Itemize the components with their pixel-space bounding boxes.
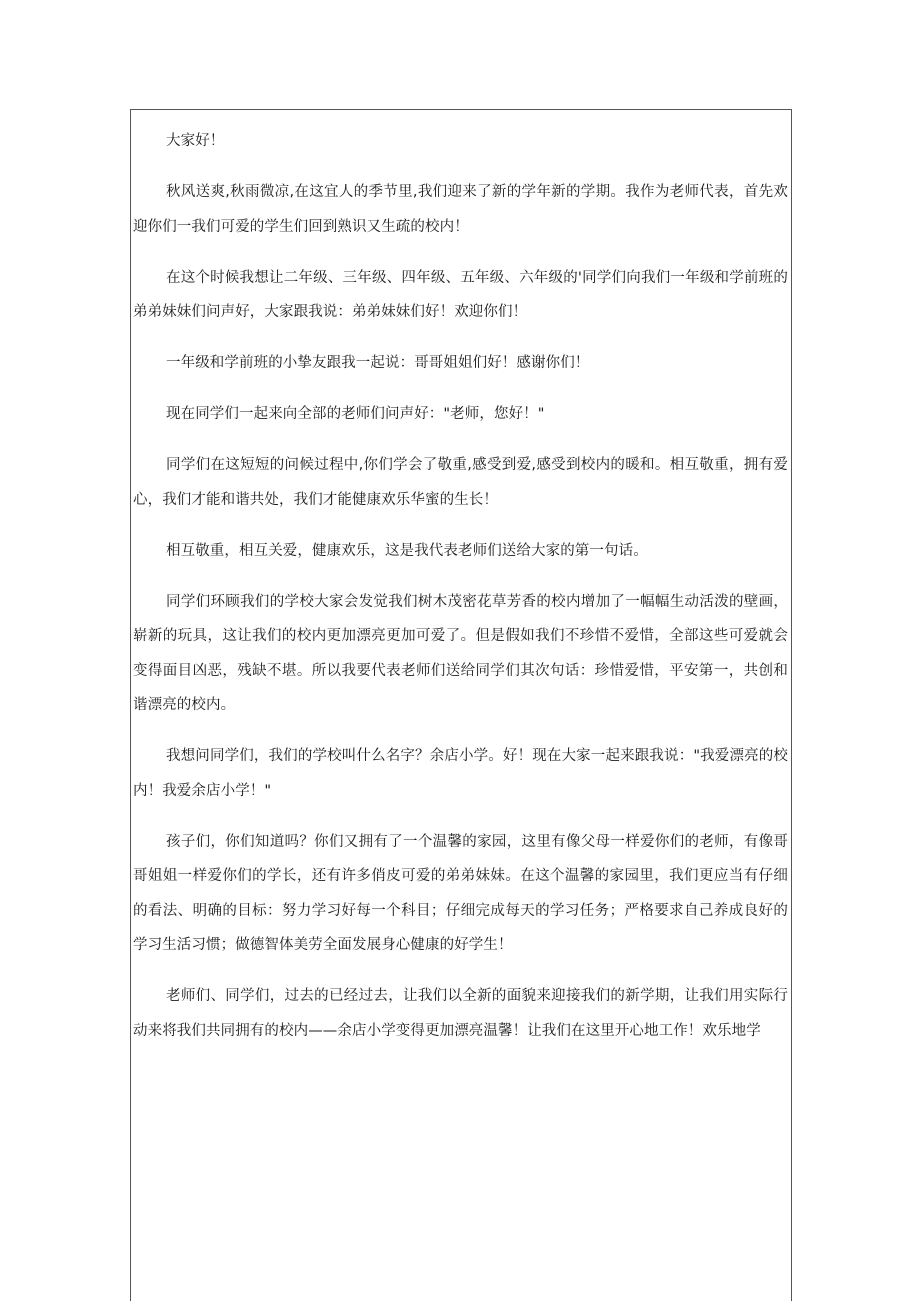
document-body bbox=[133, 124, 788, 1065]
paragraph-11: 老师们、同学们，过去的已经过去，让我们以全新的面貌来迎接我们的新学期，让我们用实际行动来将我们共同拥有的校内——余店小学变得更加漂亮温馨！让我们在这里开心地工作！欢乐地学 bbox=[133, 988, 788, 1039]
paragraph-3: 在这个时候我想让二年级、三年级、四年级、五年级、六年级的'同学们向我们一年级和学前班的弟弟妹妹们问声好，大家跟我说：弟弟妹妹们好！欢迎你们！ bbox=[133, 269, 788, 320]
paragraph-4: 一年级和学前班的小挚友跟我一起说：哥哥姐姐们好！感谢你们！ bbox=[166, 355, 590, 371]
paragraph-9: 我想问同学们，我们的学校叫什么名字？余店小学。好！现在大家一起来跟我说："我爱漂亮的校内！我爱余店小学！" bbox=[133, 748, 788, 799]
greeting-paragraph: 大家好！ bbox=[166, 133, 225, 149]
paragraph-8: 同学们环顾我们的学校大家会发觉我们树木茂密花草芳香的校内增加了一幅幅生动活泼的壁画，崭新的玩具，这让我们的校内更加漂亮更加可爱了。但是假如我们不珍惜不爱惜，全部这些可爱就会变得面目凶恶，残缺不堪。所以我要代表老师们送给同学们其次句话：珍惜爱惜，平安第一，共创和谐漂亮的校内。 bbox=[133, 593, 788, 713]
page-frame bbox=[130, 109, 792, 1301]
paragraph-5: 现在同学们一起来向全部的老师们问声好："老师，您好！" bbox=[166, 406, 545, 422]
paragraph-10: 孩子们，你们知道吗？你们又拥有了一个温馨的家园，这里有像父母一样爱你们的老师，有像哥哥姐姐一样爱你们的学长，还有许多俏皮可爱的弟弟妹妹。在这个温馨的家园里，我们更应当有仔细的看法、明确的目标：努力学习好每一个科目；仔细完成每天的学习任务；严格要求自己养成良好的学习生活习惯；做德智体美劳全面发展身心健康的好学生！ bbox=[133, 833, 788, 953]
paragraph-6: 同学们在这短短的问候过程中,你们学会了敬重,感受到爱,感受到校内的暖和。相互敬重，拥有爱心，我们才能和谐共处，我们才能健康欢乐华蜜的生长！ bbox=[133, 457, 788, 508]
paragraph-2: 秋风送爽,秋雨微凉,在这宜人的季节里,我们迎来了新的学年新的学期。我作为老师代表，首先欢迎你们一我们可爱的学生们回到熟识又生疏的校内！ bbox=[133, 184, 788, 235]
paragraph-7: 相互敬重，相互关爱，健康欢乐，这是我代表老师们送给大家的第一句话。 bbox=[166, 542, 648, 559]
